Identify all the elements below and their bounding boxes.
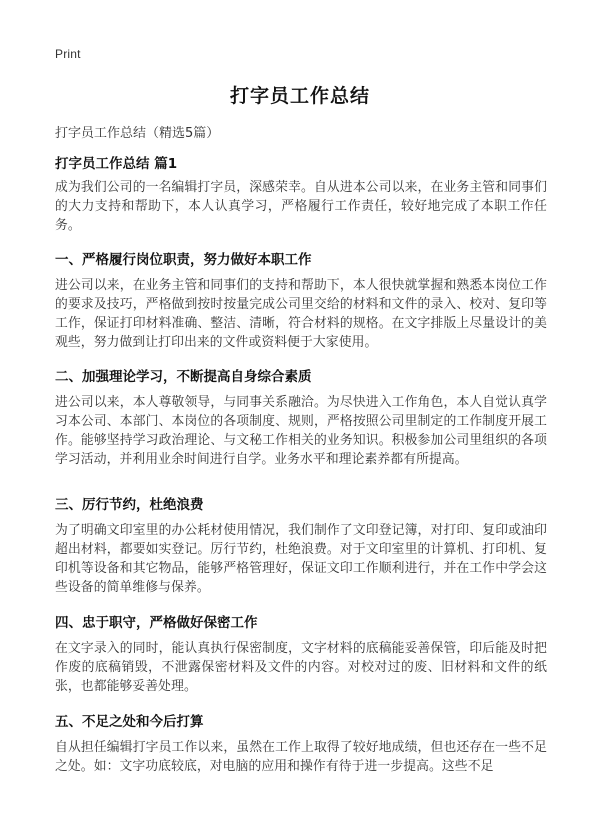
chapter-heading: 打字员工作总结 篇1	[55, 156, 178, 172]
section-body-2: 进公司以来，本人尊敬领导，与同事关系融洽。为尽快进入工作角色，本人自觉认真学习本公司、本部门、本岗位的各项制度、规则，严格按照公司里制定的工作制度开展工作。能够坚持学习政治理论、与文秘工作相关的业务知识。积极参加公司里组织的各项学习活动，并利用业余时间进行自学。业务水平和理论素养都有所提高。	[55, 395, 547, 467]
section-body-3: 为了明确文印室里的办公耗材使用情况，我们制作了文印登记簿，对打印、复印或油印超出材料，都要如实登记。厉行节约，杜绝浪费。对于文印室里的计算机、打印机、复印机等设备和其它物品，能够严格管理好，保证文印工作顺利进行，并在工作中学会这些设备的简单维修与保养。	[55, 523, 547, 595]
print-label: Print	[55, 47, 81, 61]
section-body-5: 自从担任编辑打字员工作以来，虽然在工作上取得了较好地成绩，但也还存在一些不足之处。如：文字功底较底，对电脑的应用和操作有待于进一步提高。这些不足	[55, 740, 547, 774]
section-heading-4: 四、忠于职守，严格做好保密工作	[55, 615, 258, 631]
intro-paragraph: 成为我们公司的一名编辑打字员，深感荣幸。自从进本公司以来，在业务主管和同事们的大力支持和帮助下，本人认真学习，严格履行工作责任，较好地完成了本职工作任务。	[55, 180, 547, 233]
section-heading-2: 二、加强理论学习，不断提高自身综合素质	[55, 369, 312, 385]
document-subtitle: 打字员工作总结（精选5篇）	[55, 126, 220, 141]
document-title: 打字员工作总结	[229, 85, 370, 107]
section-body-4: 在文字录入的同时，能认真执行保密制度，文字材料的底稿能妥善保管，印后能及时把作废的底稿销毁，不泄露保密材料及文件的内容。对校对过的废、旧材料和文件的纸张，也都能够妥善处理。	[55, 641, 547, 694]
section-body-1: 进公司以来，在业务主管和同事们的支持和帮助下，本人很快就掌握和熟悉本岗位工作的要求及技巧，严格做到按时按量完成公司里交给的材料和文件的录入、校对、复印等工作，保证打印材料准确、整洁、清晰，符合材料的规格。在文字排版上尽量设计的美观些，努力做到让打印出来的文件或资料便于大家使用。	[55, 278, 547, 350]
section-heading-5: 五、不足之处和今后打算	[55, 714, 204, 730]
section-heading-1: 一、严格履行岗位职责，努力做好本职工作	[55, 252, 312, 268]
section-heading-3: 三、厉行节约，杜绝浪费	[55, 497, 204, 513]
